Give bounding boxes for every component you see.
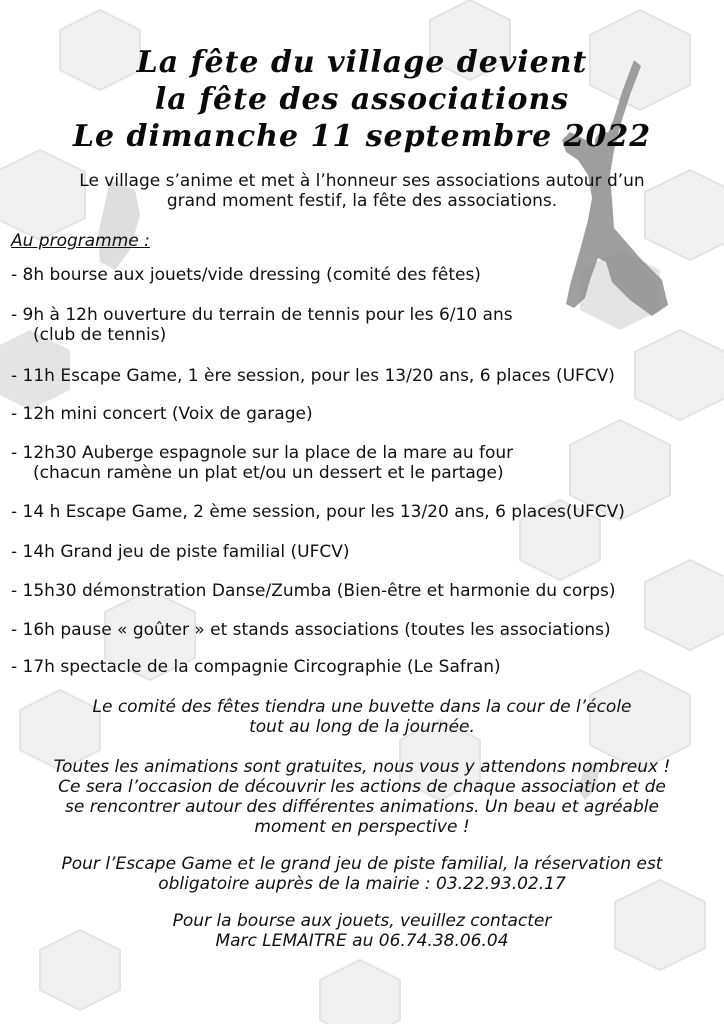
free-events-note [10, 757, 714, 837]
program-item [11, 620, 711, 640]
program-item [11, 265, 711, 285]
program-item [11, 305, 711, 345]
program-item [11, 657, 711, 677]
program-item-text: - 11h Escape Game, 1 ère session, pour les 13/20 ans, 6 places (UFCV) [11, 366, 615, 386]
flyer-title [60, 44, 664, 155]
program-item-detail: (chacun ramène un plat et/ou un dessert et le partage) [33, 463, 504, 483]
program-item [11, 542, 711, 562]
free-line-1: Toutes les animations sont gratuites, nous vous y attendons nombreux ! [53, 757, 671, 777]
title-line-1: La fête du village devient [136, 45, 588, 80]
program-item-detail: (club de tennis) [33, 325, 167, 345]
program-item-text: - 17h spectacle de la compagnie Circographie (Le Safran) [11, 657, 501, 677]
program-item-text: - 15h30 démonstration Danse/Zumba (Bien-être et harmonie du corps) [11, 581, 616, 601]
program-item [11, 404, 711, 424]
program-item-text: - 16h pause « goûter » et stands associations (toutes les associations) [11, 620, 611, 640]
program-item [11, 581, 711, 601]
title-line-2: la fête des associations [154, 82, 570, 117]
contact-line-1: Pour la bourse aux jouets, veuillez contacter [172, 911, 552, 931]
buvette-line-2: tout au long de la journée. [249, 717, 475, 737]
program-item [11, 502, 711, 522]
program-item [11, 443, 711, 483]
free-line-2: Ce sera l’occasion de découvrir les actions de chaque association et de [58, 777, 666, 797]
reservation-note [10, 854, 714, 894]
reservation-line-2: obligatoire auprès de la mairie : 03.22.93.02.17 [158, 874, 566, 894]
program-item-text: - 14 h Escape Game, 2 ème session, pour les 13/20 ans, 6 places(UFCV) [11, 502, 625, 522]
contact-line-2: Marc LEMAITRE au 06.74.38.06.04 [215, 931, 509, 951]
intro-line-2: grand moment festif, la fête des associations. [166, 191, 558, 211]
free-line-3: se rencontrer autour des différentes animations. Un beau et agréable [65, 797, 659, 817]
program-item-text: - 12h mini concert (Voix de garage) [11, 404, 313, 424]
buvette-note [10, 697, 714, 737]
buvette-line-1: Le comité des fêtes tiendra une buvette dans la cour de l’école [92, 697, 632, 717]
title-line-3: Le dimanche 11 septembre 2022 [72, 119, 652, 154]
intro-text [20, 171, 704, 211]
free-line-4: moment en perspective ! [254, 817, 470, 837]
reservation-line-1: Pour l’Escape Game et le grand jeu de piste familial, la réservation est [61, 854, 663, 874]
program-item-text: - 14h Grand jeu de piste familial (UFCV) [11, 542, 350, 562]
intro-line-1: Le village s’anime et met à l’honneur ses associations autour d’un [79, 171, 645, 191]
program-heading: Au programme : [11, 231, 150, 251]
program-item-text: - 8h bourse aux jouets/vide dressing (comité des fêtes) [11, 265, 481, 285]
program-item [11, 366, 711, 386]
contact-note [10, 911, 714, 951]
program-item-text: - 12h30 Auberge espagnole sur la place de la mare au four [11, 443, 514, 463]
program-item-text: - 9h à 12h ouverture du terrain de tennis pour les 6/10 ans [11, 305, 513, 325]
